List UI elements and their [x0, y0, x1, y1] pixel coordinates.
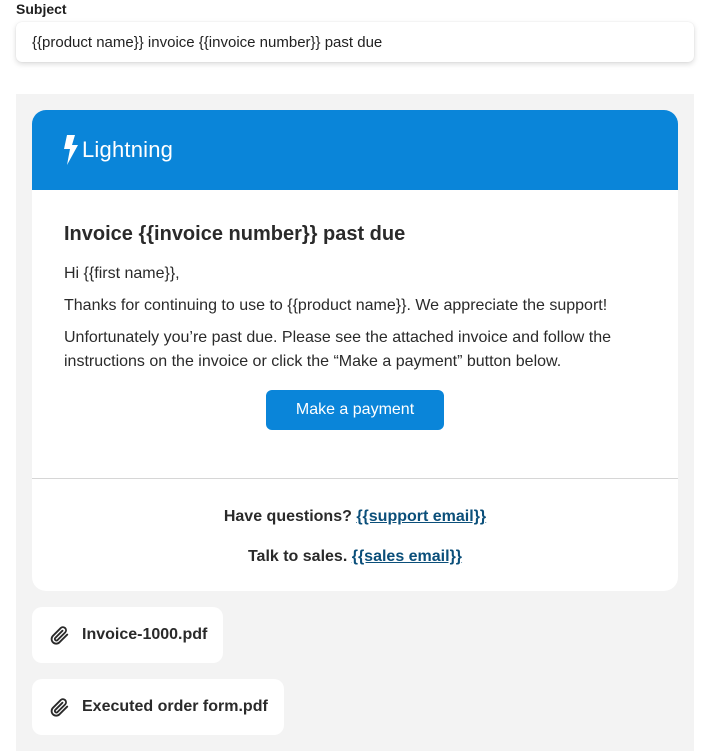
- attachment-item[interactable]: [32, 679, 284, 735]
- attachment-name: Invoice-1000.pdf: [82, 626, 208, 643]
- brand-logo: [64, 135, 173, 165]
- email-heading: Invoice {{invoice number}} past due: [64, 223, 406, 245]
- brand-name: Lightning: [82, 137, 174, 162]
- email-footer: [32, 505, 678, 585]
- sales-email-link[interactable]: {{sales email}}: [351, 548, 463, 565]
- paperclip-icon: [48, 624, 70, 646]
- divider: [32, 478, 678, 479]
- email-body: [32, 190, 678, 430]
- attachment-item[interactable]: [32, 607, 223, 663]
- questions-text: Have questions?: [223, 508, 352, 525]
- email-paragraph-1: Thanks for continuing to use to {{product name}}. We appreciate the support!: [64, 297, 608, 314]
- attachment-name: Executed order form.pdf: [82, 698, 268, 715]
- subject-value: {{product name}} invoice {{invoice number}} past due: [32, 33, 383, 51]
- email-card: [32, 110, 678, 591]
- email-greeting: Hi {{first name}},: [64, 265, 180, 282]
- subject-label: Subject: [16, 1, 67, 17]
- subject-input[interactable]: [16, 22, 694, 62]
- make-payment-button[interactable]: Make a payment: [266, 390, 444, 430]
- sales-text: Talk to sales.: [247, 548, 348, 565]
- lightning-bolt-icon: [64, 135, 78, 165]
- email-banner: [32, 110, 678, 190]
- email-paragraph-2: Unfortunately you’re past due. Please see the attached invoice and follow the instructions on the invoice or click the “Make a payment” button below.: [64, 329, 612, 370]
- paperclip-icon: [48, 696, 70, 718]
- email-preview: [16, 94, 694, 751]
- support-email-link[interactable]: {{support email}}: [356, 508, 487, 525]
